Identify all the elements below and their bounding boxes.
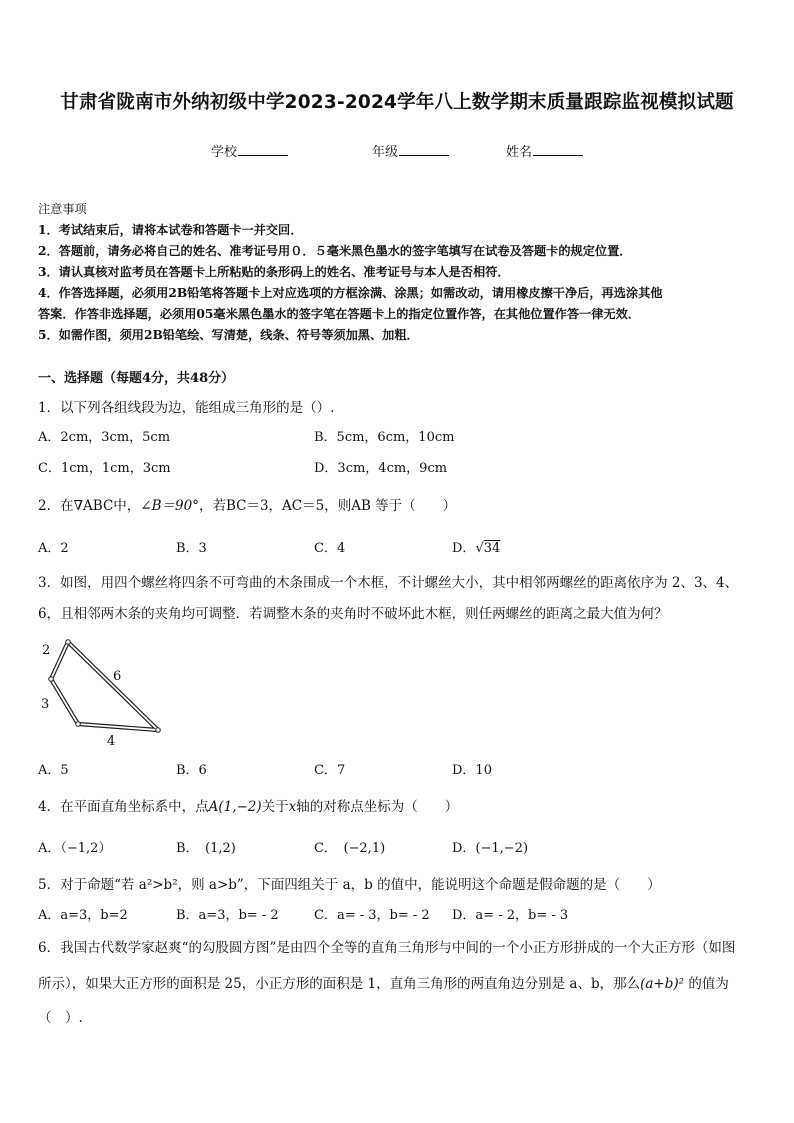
q2-angle: ∠B＝90° <box>140 498 199 514</box>
question-5-stem: 5．对于命题“若 a²>b²，则 a>b”，下面四组关于 a，b 的值中，能说明这个命题是假命题的是（ ） <box>38 877 661 893</box>
q5-option-d: D．a= - 2，b= - 3 <box>452 908 569 923</box>
school-blank <box>238 142 288 156</box>
q4-end: 轴的对称点坐标为（ ） <box>296 799 459 815</box>
note-item: 3．请认真核对监考员在答题卡上所粘贴的条形码上的姓名、准考证号与本人是否相符． <box>38 265 510 279</box>
grade-label: 年级 <box>372 145 399 160</box>
q2-triangle: ∇ABC <box>73 498 114 514</box>
screw-icon <box>76 722 81 727</box>
notes-heading: 注意事项 <box>38 202 87 216</box>
page-title: 甘肃省陇南市外纳初级中学2023-2024学年八上数学期末质量跟踪监视模拟试题 <box>60 92 734 113</box>
grade-blank <box>399 142 449 156</box>
note-item: 2．答题前，请务必将自己的姓名、准考证号用０．５毫米黑色墨水的签字笔填写在试卷及答题卡的规定位置． <box>38 244 632 258</box>
question-2-stem <box>38 494 456 514</box>
question-6-line-2 <box>38 972 729 992</box>
q4-option-b: B． (1,2) <box>176 841 236 856</box>
q2-mid2: ，若 <box>198 498 226 514</box>
question-6-line-3: （ ）. <box>38 1010 83 1026</box>
q6-line2-prefix: 所示），如果大正方形的面积是 25，小正方形的面积是 1，直角三角形的两直角边分别是 a、b，那么 <box>38 976 641 992</box>
q2-prefix: 2．在 <box>38 498 74 514</box>
q2-option-a: A．2 <box>38 541 69 556</box>
q5-option-a: A．a=3，b=2 <box>38 908 128 923</box>
q3-option-a: A．5 <box>38 763 69 778</box>
q2-d-prefix: D． <box>452 541 476 556</box>
q1-option-a: A．2cm，3cm，5cm <box>38 430 171 445</box>
q4-option-d: D．(−1,−2) <box>452 841 529 856</box>
q2-mid3: ，则 <box>324 498 352 514</box>
question-6-line-1: 6．我国古代数学家赵爽“的勾股圆方图”是由四个全等的直角三角形与中间的一个小正方形拼成的一个大正方形（如图 <box>38 940 736 956</box>
screw-icon <box>49 677 54 682</box>
q2-mid1: 中， <box>113 498 141 514</box>
q4-option-c: C． (−2,1) <box>314 841 386 856</box>
q1-option-c: C．1cm，1cm，3cm <box>38 461 171 476</box>
q2-end: 等于（ ） <box>370 498 457 514</box>
q5-option-c: C．a= - 3，b= - 2 <box>314 908 430 923</box>
q6-line2-suffix: 的值为 <box>684 976 729 992</box>
q1-option-d: D．3cm，4cm，9cm <box>314 461 448 476</box>
q4-mid: 关于 <box>261 799 289 815</box>
sqrt-icon: √ <box>475 541 484 556</box>
question-1-stem: 1．以下列各组线段为边，能组成三角形的是（）. <box>38 400 335 416</box>
grade-field <box>372 141 449 160</box>
question-3-line-2: 6，且相邻两木条的夹角均可调整．若调整木条的夹角时不破坏此木框，则任两螺丝的距离之最大值为何？ <box>38 606 668 622</box>
q3-option-b: B．6 <box>176 763 207 778</box>
q4-option-a: A．（−1,2） <box>38 841 112 856</box>
question-3-line-1: 3．如图，用四个螺丝将四条不可弯曲的木条围成一个木框，不计螺丝大小，其中相邻两螺丝的距离依序为 2、3、4、 <box>38 575 739 591</box>
question-4-stem <box>38 795 458 815</box>
q2-ac: AC＝5 <box>282 498 325 514</box>
q1-option-b: B．5cm，6cm，10cm <box>314 430 455 445</box>
note-item: 答案．作答非选择题，必须用05毫米黑色墨水的签字笔在答题卡上的指定位置作答，在其他位置作答一律无效． <box>38 307 640 321</box>
q2-option-d <box>452 537 500 556</box>
q2-bc: BC＝3 <box>225 498 269 514</box>
name-blank <box>533 142 583 156</box>
q6-expr: (a+b)² <box>640 976 685 992</box>
q3-option-d: D．10 <box>452 763 492 778</box>
figure-label-2: 2 <box>42 643 51 658</box>
wooden-frame-figure <box>36 636 166 750</box>
note-item: 5．如需作图，须用2B铅笔绘、写清楚，线条、符号等须加黑、加粗． <box>38 328 419 342</box>
school-label: 学校 <box>211 145 238 160</box>
figure-label-4: 4 <box>107 734 116 749</box>
figure-label-6: 6 <box>113 669 122 684</box>
figure-label-3: 3 <box>41 697 50 712</box>
screw-icon <box>66 640 71 645</box>
screw-icon <box>156 728 161 733</box>
note-item: 1．考试结束后，请将本试卷和答题卡一并交回． <box>38 223 303 237</box>
section-heading: 一、选择题（每题4分，共48分） <box>38 371 235 386</box>
name-field <box>506 141 583 160</box>
school-field <box>211 141 288 160</box>
q4-prefix: 4．在平面直角坐标系中，点 <box>38 799 209 815</box>
q2-ab: AB <box>351 498 371 514</box>
q2-sep: ， <box>268 498 283 514</box>
notes-block <box>38 199 662 346</box>
q2-d-radicand: 34 <box>483 541 501 556</box>
q3-option-c: C．7 <box>314 763 346 778</box>
q4-point: A(1,−2) <box>208 799 262 815</box>
q5-option-b: B．a=3，b= - 2 <box>176 908 279 923</box>
frame-outline <box>51 642 158 730</box>
q2-option-b: B．3 <box>176 541 207 556</box>
q2-option-c: C．4 <box>314 541 346 556</box>
name-label: 姓名 <box>506 145 533 160</box>
note-item: 4．作答选择题，必须用2B铅笔将答题卡上对应选项的方框涂满、涂黑；如需改动，请用橡皮擦干净后，再选涂其他 <box>38 286 663 300</box>
q4-axis: x <box>288 799 297 815</box>
